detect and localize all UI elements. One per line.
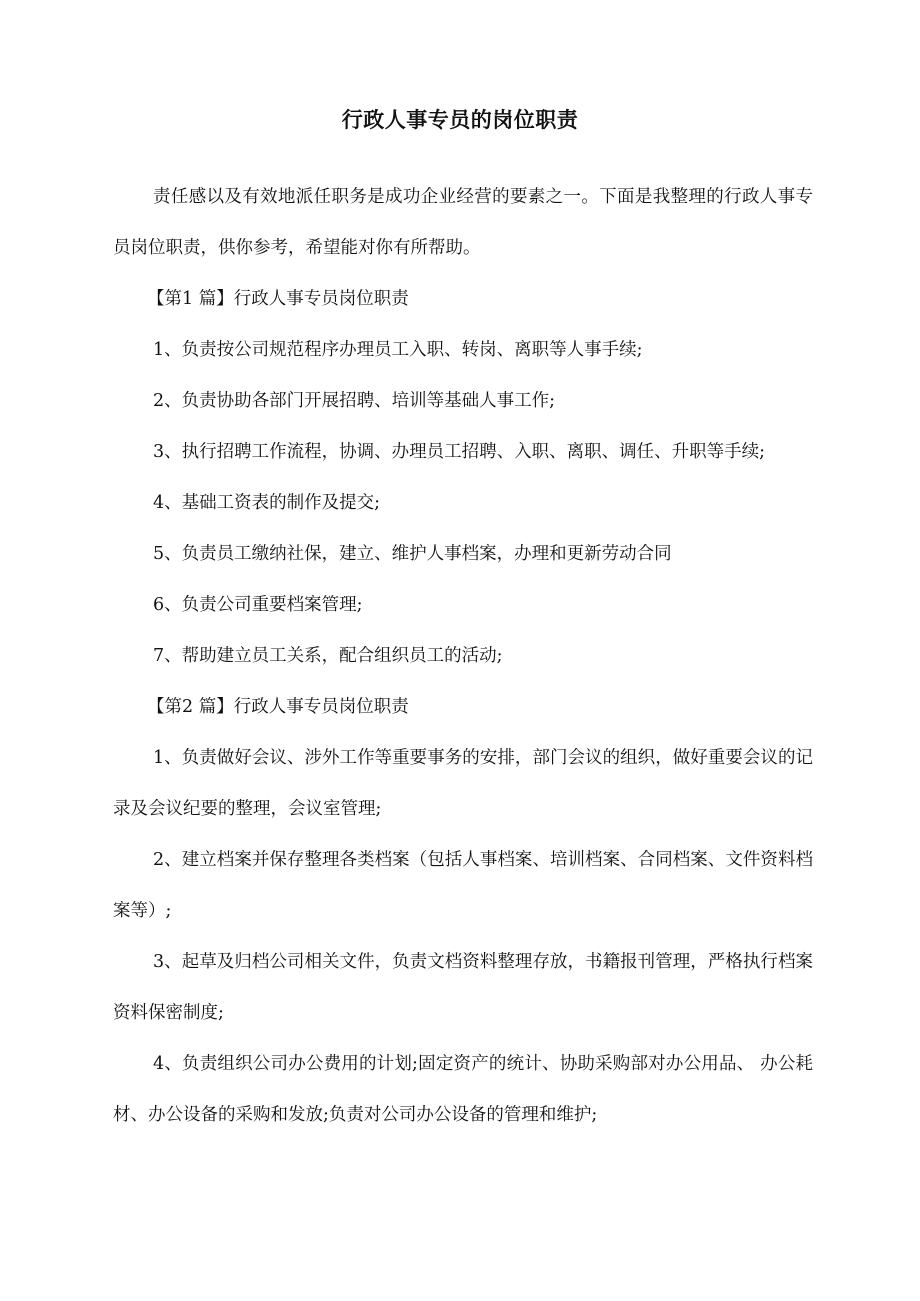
section-1-item-3: 3、执行招聘工作流程，协调、办理员工招聘、入职、离职、调任、升职等手续; xyxy=(153,442,766,462)
section-1-item-5: 5、负责员工缴纳社保，建立、维护人事档案，办理和更新劳动合同 xyxy=(153,544,672,564)
document-title: 行政人事专员的岗位职责 xyxy=(341,107,579,132)
section-2-item-1: 1、负责做好会议、涉外工作等重要事务的安排，部门会议的组织，做好重要会议的记录及会议纪要的整理，会议室管理; xyxy=(113,748,813,819)
section-2-item-2: 2、建立档案并保存整理各类档案（包括人事档案、培训档案、合同档案、文件资料档案等）; xyxy=(113,850,813,921)
section-1-item-2: 2、负责协助各部门开展招聘、培训等基础人事工作; xyxy=(153,391,556,411)
document-body xyxy=(113,172,813,1141)
section-2-heading: 【第2 篇】行政人事专员岗位职责 xyxy=(147,697,409,717)
section-1-heading: 【第1 篇】行政人事专员岗位职责 xyxy=(147,289,409,309)
section-1-item-6: 6、负责公司重要档案管理; xyxy=(153,595,363,615)
section-1-item-1: 1、负责按公司规范程序办理员工入职、转岗、离职等人事手续; xyxy=(153,340,643,360)
intro-paragraph: 责任感以及有效地派任职务是成功企业经营的要素之一。下面是我整理的行政人事专员岗位职责，供你参考，希望能对你有所帮助。 xyxy=(113,187,813,258)
section-2-item-4: 4、负责组织公司办公费用的计划;固定资产的统计、协助采购部对办公用品、 办公耗材、办公设备的采购和发放;负责对公司办公设备的管理和维护; xyxy=(113,1054,813,1125)
section-2-item-3: 3、起草及归档公司相关文件，负责文档资料整理存放，书籍报刊管理，严格执行档案资料保密制度; xyxy=(113,952,813,1023)
section-1-item-7: 7、帮助建立员工关系，配合组织员工的活动; xyxy=(153,646,503,666)
section-1-item-4: 4、基础工资表的制作及提交; xyxy=(153,493,381,513)
